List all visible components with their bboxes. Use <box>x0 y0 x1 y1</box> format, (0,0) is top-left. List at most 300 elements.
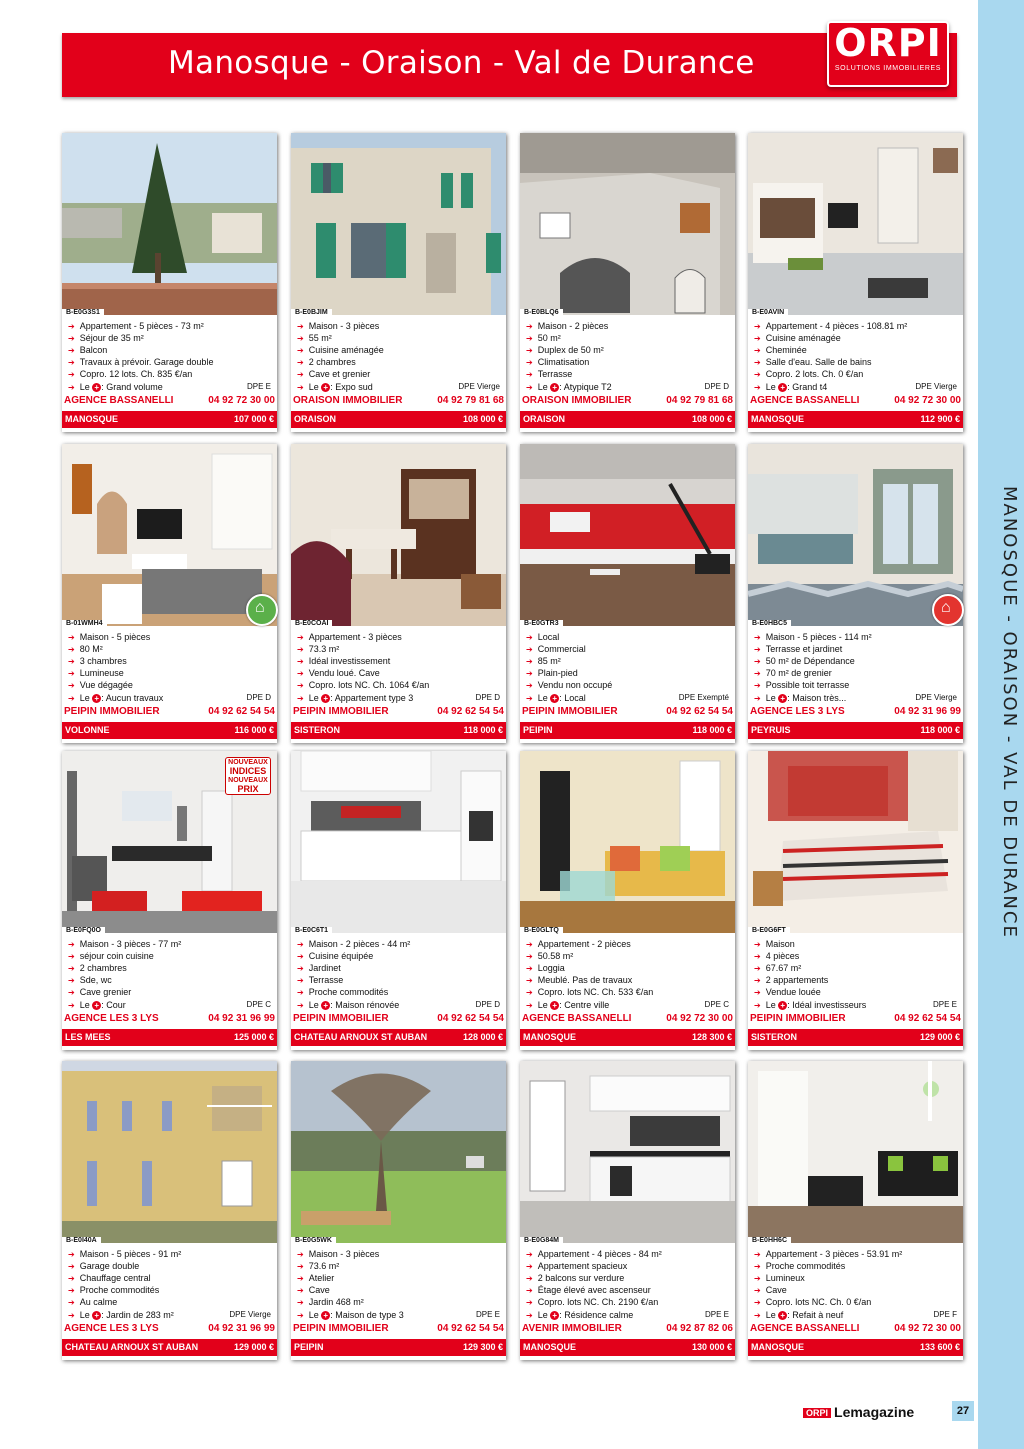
dpe-rating: DPE F <box>933 1310 957 1319</box>
listing-price: 108 000 € <box>691 414 732 424</box>
feature-item: ➔ Lumineux <box>754 1272 959 1284</box>
feature-item: ➔ Jardin 468 m² <box>297 1296 502 1308</box>
feature-item: ➔ Lumineuse <box>68 667 273 679</box>
highlight-line <box>526 692 731 705</box>
dpe-rating: DPE E <box>475 1310 500 1319</box>
footer-magazine <box>803 1404 914 1420</box>
feature-item: ➔ 2 chambres <box>297 356 502 368</box>
listing-card[interactable] <box>520 1061 735 1360</box>
feature-item: ➔ Proche commodités <box>297 986 502 998</box>
plus-icon: + <box>92 694 101 703</box>
feature-item: ➔ Commercial <box>526 643 731 655</box>
highlight-line <box>754 1309 959 1322</box>
price-bar <box>62 1339 277 1356</box>
feature-list <box>297 1248 502 1308</box>
feature-item: ➔ 50 m² <box>526 332 731 344</box>
listing-photo <box>62 133 277 315</box>
agency-phone[interactable]: 04 92 31 96 99 <box>208 1323 275 1334</box>
listing-ref: B-E0G3S1 <box>62 309 104 317</box>
feature-item: ➔ Duplex de 50 m² <box>526 344 731 356</box>
sidebar <box>978 0 1024 1449</box>
listing-price: 133 600 € <box>919 1342 960 1352</box>
agency-phone[interactable]: 04 92 62 54 54 <box>208 706 275 717</box>
highlight-text: : Appartement type 3 <box>330 693 414 703</box>
highlight-label: Le <box>537 693 548 703</box>
feature-item: ➔ Cuisine aménagée <box>754 332 959 344</box>
highlight-text: : Idéal investisseurs <box>787 1000 867 1010</box>
price-bar <box>291 1029 506 1046</box>
feature-list <box>68 631 273 691</box>
agency-phone[interactable]: 04 92 62 54 54 <box>437 1013 504 1024</box>
listing-city: MANOSQUE <box>523 1032 577 1042</box>
plus-icon: + <box>92 1311 101 1320</box>
highlight-label: Le <box>765 693 776 703</box>
dpe-rating: DPE E <box>704 1310 729 1319</box>
listing-card[interactable] <box>62 751 277 1050</box>
feature-item: ➔ Copro. 12 lots. Ch. 835 €/an <box>68 368 273 380</box>
dpe-rating: DPE Exempté <box>678 693 729 702</box>
dpe-rating: DPE E <box>932 1000 957 1009</box>
listing-ref: B-01WMH4 <box>62 620 107 628</box>
feature-list <box>526 631 731 691</box>
highlight-text: : Cour <box>101 1000 126 1010</box>
price-bar <box>520 722 735 739</box>
listing-card[interactable] <box>62 444 277 743</box>
agency-phone[interactable]: 04 92 31 96 99 <box>894 706 961 717</box>
listing-ref: B-E0BJIM <box>291 309 332 317</box>
feature-list <box>754 631 959 691</box>
listing-ref: B-E0G84M <box>520 1237 563 1245</box>
highlight-label: Le <box>79 1310 90 1320</box>
agency-line <box>750 395 961 406</box>
listing-ref: B-E0C6T1 <box>291 927 332 935</box>
plus-icon: + <box>778 694 787 703</box>
feature-list <box>526 320 731 380</box>
price-bar <box>291 411 506 428</box>
feature-item: ➔ Vendu loué. Cave <box>297 667 502 679</box>
agency-line <box>293 706 504 717</box>
listing-city: MANOSQUE <box>523 1342 577 1352</box>
listing-price: 129 000 € <box>233 1342 274 1352</box>
feature-list <box>68 938 273 998</box>
listing-card[interactable] <box>520 444 735 743</box>
highlight-label: Le <box>765 382 776 392</box>
listing-price: 118 000 € <box>920 725 960 735</box>
feature-item: ➔ Terrasse <box>297 974 502 986</box>
plus-icon: + <box>321 1311 330 1320</box>
listing-card[interactable] <box>520 133 735 432</box>
highlight-text: : Jardin de 283 m² <box>101 1310 174 1320</box>
feature-item: ➔ 2 chambres <box>68 962 273 974</box>
feature-item: ➔ Maison - 3 pièces <box>297 320 502 332</box>
feature-item: ➔ 4 pièces <box>754 950 959 962</box>
agency-name: PEIPIN IMMOBILIER <box>293 1323 389 1334</box>
highlight-label: Le <box>308 693 319 703</box>
listing-city: PEYRUIS <box>751 725 791 735</box>
price-bar <box>520 411 735 428</box>
plus-icon: + <box>92 383 101 392</box>
feature-item: ➔ Terrasse <box>526 368 731 380</box>
new-tag-text: NOUVEAUX <box>228 777 268 784</box>
agency-phone[interactable]: 04 92 72 30 00 <box>208 395 275 406</box>
listing-city: MANOSQUE <box>751 414 805 424</box>
listing-photo <box>62 1061 277 1243</box>
listing-price: 129 000 € <box>919 1032 960 1042</box>
highlight-line <box>526 381 731 394</box>
feature-item: ➔ Atelier <box>297 1272 502 1284</box>
dpe-rating: DPE C <box>246 1000 271 1009</box>
plus-icon: + <box>550 1311 559 1320</box>
new-tag-text: PRIX <box>237 784 259 794</box>
listing-ref: B-E0HH6C <box>748 1237 791 1245</box>
feature-item: ➔ Garage double <box>68 1260 273 1272</box>
feature-item: ➔ Maison - 2 pièces - 44 m² <box>297 938 502 950</box>
listing-price: 130 000 € <box>691 1342 732 1352</box>
agency-line <box>750 1323 961 1334</box>
highlight-line <box>526 999 731 1012</box>
dpe-rating: DPE Vierge <box>229 1310 271 1319</box>
dpe-rating: DPE D <box>475 1000 500 1009</box>
agency-name: AGENCE BASSANELLI <box>64 395 174 406</box>
feature-item: ➔ Appartement - 2 pièces <box>526 938 731 950</box>
red-house-icon: ⌂ <box>932 594 964 626</box>
feature-item: ➔ Loggia <box>526 962 731 974</box>
feature-item: ➔ Copro. lots NC. Ch. 2190 €/an <box>526 1296 731 1308</box>
dpe-rating: DPE D <box>246 693 271 702</box>
listing-ref: B-E0BLQ6 <box>520 309 563 317</box>
listing-city: SISTERON <box>294 725 341 735</box>
feature-item: ➔ Terrasse et jardinet <box>754 643 959 655</box>
feature-list <box>754 938 959 998</box>
listing-ref: B-E0G6FT <box>748 927 790 935</box>
listing-ref: B-E0COAI <box>291 620 332 628</box>
feature-item: ➔ 73.6 m² <box>297 1260 502 1272</box>
listing-photo <box>520 133 735 315</box>
feature-item: ➔ 67.67 m² <box>754 962 959 974</box>
listing-card[interactable] <box>62 1061 277 1360</box>
listing-city: MANOSQUE <box>65 414 119 424</box>
feature-item: ➔ Local <box>526 631 731 643</box>
feature-item: ➔ 2 balcons sur verdure <box>526 1272 731 1284</box>
feature-item: ➔ Maison - 5 pièces <box>68 631 273 643</box>
feature-list <box>68 1248 273 1308</box>
listing-card[interactable] <box>748 1061 963 1360</box>
listing-card[interactable] <box>291 133 506 432</box>
listing-price: 118 000 € <box>463 725 503 735</box>
listing-city: SISTERON <box>751 1032 798 1042</box>
feature-list <box>754 1248 959 1308</box>
highlight-text: : Maison de type 3 <box>330 1310 404 1320</box>
feature-list <box>526 938 731 998</box>
agency-name: PEIPIN IMMOBILIER <box>293 706 389 717</box>
agency-phone[interactable]: 04 92 87 82 06 <box>666 1323 733 1334</box>
agency-line <box>64 395 275 406</box>
feature-item: ➔ Étage élevé avec ascenseur <box>526 1284 731 1296</box>
highlight-text: : Expo sud <box>330 382 373 392</box>
feature-item: ➔ 80 M² <box>68 643 273 655</box>
feature-item: ➔ Appartement - 3 pièces - 53.91 m² <box>754 1248 959 1260</box>
highlight-text: : Grand t4 <box>787 382 828 392</box>
highlight-text: : Aucun travaux <box>101 693 164 703</box>
agency-line <box>522 706 733 717</box>
dpe-rating: DPE D <box>475 693 500 702</box>
feature-item: ➔ Appartement - 3 pièces <box>297 631 502 643</box>
highlight-line <box>754 692 959 705</box>
listing-photo <box>748 444 963 626</box>
dpe-rating: DPE Vierge <box>915 382 957 391</box>
feature-item: ➔ Copro. lots NC. Ch. 533 €/an <box>526 986 731 998</box>
feature-item: ➔ 3 chambres <box>68 655 273 667</box>
highlight-text: : Maison rénovée <box>330 1000 400 1010</box>
price-bar <box>62 411 277 428</box>
agency-phone[interactable]: 04 92 72 30 00 <box>894 1323 961 1334</box>
agency-phone[interactable]: 04 92 62 54 54 <box>437 706 504 717</box>
listing-ref: B-E0I40A <box>62 1237 101 1245</box>
listing-price: 118 000 € <box>692 725 732 735</box>
agency-line <box>750 1013 961 1024</box>
highlight-label: Le <box>308 1000 319 1010</box>
listing-photo <box>748 751 963 933</box>
new-price-tag <box>225 757 271 795</box>
highlight-line <box>68 1309 273 1322</box>
listing-card[interactable] <box>291 751 506 1050</box>
agency-name: AGENCE BASSANELLI <box>522 1013 632 1024</box>
agency-name: PEIPIN IMMOBILIER <box>750 1013 846 1024</box>
listing-card[interactable] <box>291 444 506 743</box>
plus-icon: + <box>550 1001 559 1010</box>
feature-item: ➔ Travaux à prévoir. Garage double <box>68 356 273 368</box>
listing-price: 129 300 € <box>462 1342 503 1352</box>
price-bar <box>748 722 963 739</box>
listing-photo <box>520 1061 735 1243</box>
feature-item: ➔ Maison - 2 pièces <box>526 320 731 332</box>
feature-item: ➔ Cuisine équipée <box>297 950 502 962</box>
listing-ref: B-E0G5WK <box>291 1237 336 1245</box>
orpi-logo: ORPI SOLUTIONS IMMOBILIERES <box>827 21 949 87</box>
highlight-text: : Local <box>559 693 586 703</box>
highlight-line <box>68 999 273 1012</box>
listing-price: 112 900 € <box>920 414 960 424</box>
highlight-label: Le <box>765 1310 776 1320</box>
agency-line <box>64 706 275 717</box>
feature-item: ➔ Proche commodités <box>754 1260 959 1272</box>
highlight-line <box>68 692 273 705</box>
feature-item: ➔ Copro. lots NC. Ch. 0 €/an <box>754 1296 959 1308</box>
listing-price: 128 000 € <box>462 1032 503 1042</box>
highlight-label: Le <box>765 1000 776 1010</box>
agency-phone[interactable]: 04 92 62 54 54 <box>894 1013 961 1024</box>
feature-list <box>754 320 959 380</box>
sidebar-title: MANOSQUE - ORAISON - VAL DE DURANCE <box>999 486 1020 939</box>
highlight-label: Le <box>537 1310 548 1320</box>
highlight-line <box>754 381 959 394</box>
new-tag-text: NOUVEAUX <box>228 759 268 766</box>
feature-item: ➔ Appartement - 5 pièces - 73 m² <box>68 320 273 332</box>
feature-item: ➔ 73.3 m² <box>297 643 502 655</box>
agency-phone[interactable]: 04 92 62 54 54 <box>666 706 733 717</box>
listing-photo <box>291 133 506 315</box>
feature-item: ➔ Jardinet <box>297 962 502 974</box>
agency-line <box>293 395 504 406</box>
agency-name: AGENCE BASSANELLI <box>750 1323 860 1334</box>
listing-price: 108 000 € <box>462 414 503 424</box>
listing-city: VOLONNE <box>65 725 110 735</box>
feature-item: ➔ Appartement - 4 pièces - 108.81 m² <box>754 320 959 332</box>
listing-card[interactable] <box>748 444 963 743</box>
listing-city: ORAISON <box>523 414 566 424</box>
price-bar <box>62 722 277 739</box>
agency-line <box>64 1013 275 1024</box>
agency-phone[interactable]: 04 92 79 81 68 <box>666 395 733 406</box>
feature-item: ➔ Cave <box>754 1284 959 1296</box>
highlight-text: : Atypique T2 <box>559 382 612 392</box>
listing-city: PEIPIN <box>294 1342 324 1352</box>
eco-house-icon: ⌂ <box>246 594 278 626</box>
listing-photo <box>291 444 506 626</box>
feature-item: ➔ 50.58 m² <box>526 950 731 962</box>
highlight-label: Le <box>537 1000 548 1010</box>
agency-phone[interactable]: 04 92 31 96 99 <box>208 1013 275 1024</box>
feature-item: ➔ 55 m² <box>297 332 502 344</box>
highlight-line <box>297 381 502 394</box>
listing-card[interactable] <box>748 133 963 432</box>
plus-icon: + <box>778 383 787 392</box>
feature-item: ➔ Sde, wc <box>68 974 273 986</box>
agency-name: AGENCE LES 3 LYS <box>750 706 845 717</box>
feature-list <box>297 320 502 380</box>
new-tag-text: INDICES <box>229 766 267 776</box>
highlight-text: : Refait à neuf <box>787 1310 844 1320</box>
listing-card[interactable] <box>62 133 277 432</box>
agency-line <box>293 1013 504 1024</box>
listing-card[interactable] <box>748 751 963 1050</box>
dpe-rating: DPE E <box>246 382 271 391</box>
highlight-line <box>297 999 502 1012</box>
listing-photo <box>520 751 735 933</box>
listing-photo <box>291 751 506 933</box>
feature-item: ➔ Proche commodités <box>68 1284 273 1296</box>
feature-item: ➔ Salle d'eau. Salle de bains <box>754 356 959 368</box>
highlight-label: Le <box>308 1310 319 1320</box>
agency-name: AVENIR IMMOBILIER <box>522 1323 622 1334</box>
highlight-line <box>297 692 502 705</box>
listing-card[interactable] <box>520 751 735 1050</box>
price-bar <box>748 1029 963 1046</box>
agency-name: ORAISON IMMOBILIER <box>293 395 403 406</box>
listing-city: ORAISON <box>294 414 337 424</box>
listing-city: CHATEAU ARNOUX ST AUBAN <box>65 1342 199 1352</box>
feature-item: ➔ Vendu non occupé <box>526 679 731 691</box>
listing-price: 116 000 € <box>234 725 274 735</box>
feature-list <box>526 1248 731 1308</box>
agency-phone[interactable]: 04 92 79 81 68 <box>437 395 504 406</box>
agency-line <box>522 1013 733 1024</box>
page-title: Manosque - Oraison - Val de Durance <box>168 45 755 81</box>
plus-icon: + <box>550 383 559 392</box>
feature-list <box>297 938 502 998</box>
highlight-line <box>68 381 273 394</box>
feature-item: ➔ Cuisine aménagée <box>297 344 502 356</box>
highlight-label: Le <box>79 382 90 392</box>
highlight-line <box>297 1309 502 1322</box>
listing-ref: B-E0GTR3 <box>520 620 563 628</box>
agency-line <box>293 1323 504 1334</box>
header-banner <box>62 21 957 97</box>
listing-photo <box>748 133 963 315</box>
listing-card[interactable] <box>291 1061 506 1360</box>
feature-item: ➔ Maison <box>754 938 959 950</box>
feature-item: ➔ 70 m² de grenier <box>754 667 959 679</box>
feature-item: ➔ Appartement - 4 pièces - 84 m² <box>526 1248 731 1260</box>
highlight-text: : Résidence calme <box>559 1310 634 1320</box>
feature-item: ➔ Maison - 3 pièces <box>297 1248 502 1260</box>
agency-line <box>522 395 733 406</box>
plus-icon: + <box>92 1001 101 1010</box>
price-bar <box>520 1029 735 1046</box>
agency-name: AGENCE LES 3 LYS <box>64 1323 159 1334</box>
feature-item: ➔ Copro. 2 lots. Ch. 0 €/an <box>754 368 959 380</box>
agency-name: PEIPIN IMMOBILIER <box>522 706 618 717</box>
listing-price: 128 300 € <box>691 1032 732 1042</box>
feature-item: ➔ Cave grenier <box>68 986 273 998</box>
plus-icon: + <box>778 1001 787 1010</box>
agency-phone[interactable]: 04 92 72 30 00 <box>666 1013 733 1024</box>
plus-icon: + <box>550 694 559 703</box>
listing-city: LES MEES <box>65 1032 111 1042</box>
listing-photo <box>520 444 735 626</box>
plus-icon: + <box>321 1001 330 1010</box>
feature-item: ➔ Vue dégagée <box>68 679 273 691</box>
dpe-rating: DPE Vierge <box>915 693 957 702</box>
listing-price: 107 000 € <box>233 414 274 424</box>
magazine-name: Lemagazine <box>834 1404 915 1420</box>
agency-phone[interactable]: 04 92 72 30 00 <box>894 395 961 406</box>
feature-item: ➔ Maison - 3 pièces - 77 m² <box>68 938 273 950</box>
agency-name: AGENCE LES 3 LYS <box>64 1013 159 1024</box>
feature-item: ➔ Possible toit terrasse <box>754 679 959 691</box>
agency-name: PEIPIN IMMOBILIER <box>64 706 160 717</box>
plus-icon: + <box>321 694 330 703</box>
agency-name: PEIPIN IMMOBILIER <box>293 1013 389 1024</box>
listing-ref: B-E0FQ0O <box>62 927 105 935</box>
feature-list <box>297 631 502 691</box>
feature-item: ➔ Cave et grenier <box>297 368 502 380</box>
plus-icon: + <box>321 383 330 392</box>
feature-item: ➔ Plain-pied <box>526 667 731 679</box>
feature-item: ➔ 85 m² <box>526 655 731 667</box>
feature-item: ➔ séjour coin cuisine <box>68 950 273 962</box>
feature-item: ➔ 2 appartements <box>754 974 959 986</box>
feature-item: ➔ Au calme <box>68 1296 273 1308</box>
price-bar <box>748 1339 963 1356</box>
feature-item: ➔ Appartement spacieux <box>526 1260 731 1272</box>
highlight-line <box>526 1309 731 1322</box>
feature-item: ➔ Idéal investissement <box>297 655 502 667</box>
highlight-line <box>754 999 959 1012</box>
highlight-label: Le <box>537 382 548 392</box>
listing-photo <box>748 1061 963 1243</box>
highlight-label: Le <box>308 382 319 392</box>
agency-phone[interactable]: 04 92 62 54 54 <box>437 1323 504 1334</box>
listing-ref: B-E0GLTQ <box>520 927 563 935</box>
feature-item: ➔ Maison - 5 pièces - 91 m² <box>68 1248 273 1260</box>
feature-item: ➔ Climatisation <box>526 356 731 368</box>
listing-city: CHATEAU ARNOUX ST AUBAN <box>294 1032 428 1042</box>
feature-item: ➔ Chauffage central <box>68 1272 273 1284</box>
price-bar <box>520 1339 735 1356</box>
listing-ref: B-E0HBC5 <box>748 620 791 628</box>
highlight-label: Le <box>79 693 90 703</box>
